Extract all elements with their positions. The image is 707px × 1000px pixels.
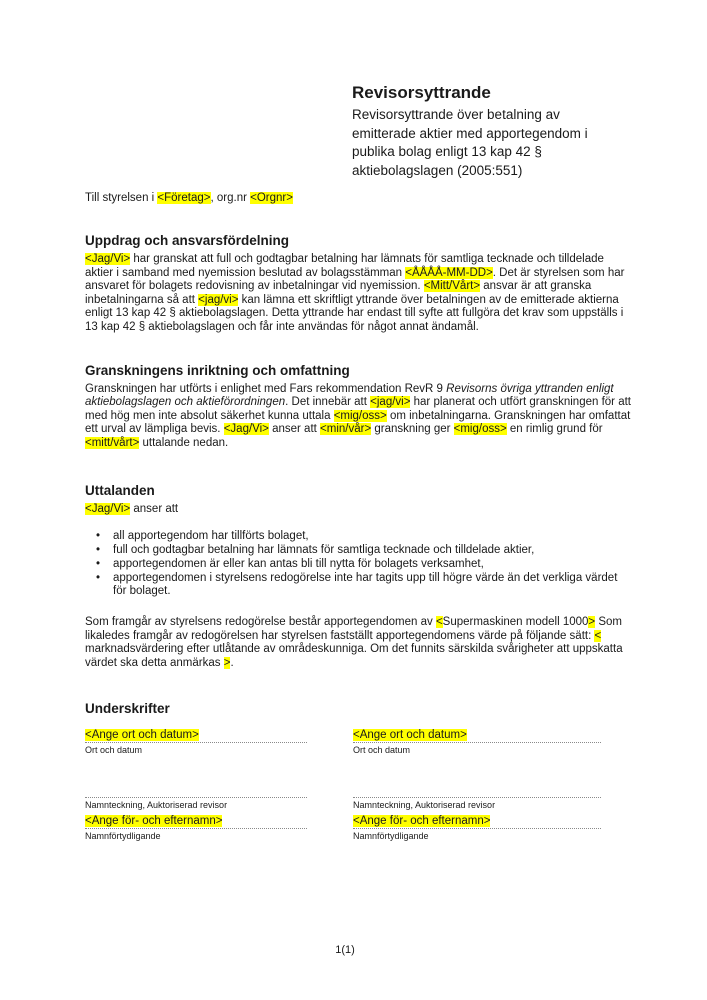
placeholder-field[interactable]: <mig/oss> — [333, 409, 387, 422]
placeholder-field[interactable]: <Företag> — [157, 192, 211, 204]
section-heading-uppdrag: Uppdrag och ansvarsfördelning — [85, 233, 290, 248]
name-field — [85, 814, 307, 841]
bullet-item: • apportegendomen i styrelsens redogörelse inte har tagits upp till högre värde än det verkliga värdet för bolaget. — [113, 572, 631, 600]
date-caption: Ort och datum — [353, 745, 411, 756]
placeholder-field-date[interactable]: <Ange ort och datum> — [353, 729, 467, 742]
bullet-list — [85, 530, 631, 599]
text-run: . — [230, 656, 234, 669]
text-run: om inbetalningarna. Granskningen har omfattat ett urval av lämpliga bevis. — [85, 409, 631, 436]
text-run: Revisorns övriga yttranden enligt aktiebolagslagen och aktieförordningen — [85, 382, 614, 409]
placeholder-field[interactable]: <Jag/Vi> — [85, 502, 131, 515]
name-field — [353, 814, 601, 841]
name-caption: Namnförtydligande — [353, 831, 429, 842]
footer-page-number: 1(1) — [335, 944, 355, 956]
placeholder-field[interactable]: <mitt/vårt> — [85, 436, 140, 449]
paragraph-granskning — [85, 383, 631, 451]
document-subtitle — [352, 106, 614, 180]
placeholder-field-date[interactable]: <Ange ort och datum> — [85, 729, 199, 742]
signature-line — [85, 797, 307, 798]
placeholder-field[interactable]: <Orgnr> — [250, 192, 293, 204]
placeholder-field[interactable]: <jag/vi> — [198, 293, 239, 306]
paragraph-uppdrag — [85, 253, 631, 335]
bullet-item: • full och godtagbar betalning har lämnats för samtliga tecknade och tilldelade aktier, — [113, 544, 631, 558]
document-header — [352, 82, 614, 180]
name-caption: Namnförtydligande — [85, 831, 161, 842]
placeholder-field[interactable]: < — [435, 616, 443, 629]
section-heading-granskning: Granskningens inriktning och omfattning — [85, 362, 350, 378]
text-run: Som likaledes framgår av redogörelsen har styrelsen fastställt apportegendomens värde på följande sätt: — [85, 616, 622, 642]
recipient-line — [85, 191, 631, 205]
document-title: Revisorsyttrande — [352, 83, 491, 102]
signature-column-right — [353, 728, 601, 841]
signature-area — [85, 728, 631, 841]
text-run: har granskat att full och godtagbar betalning har lämnats för samtliga tecknade och tilldelade aktier i samband med nyemission beslutad av bolagsstämman — [85, 253, 604, 279]
bullet-item: • all apportegendom har tillförts bolaget, — [113, 530, 631, 544]
section-heading-uttalanden: Uttalanden — [85, 482, 155, 498]
text-run: marknadsvärdering efter utlåtande av områdeskunniga. Om det funnits särskilda svårigheter att uppskatta värdet ska detta anmärkas — [85, 643, 623, 669]
text-run: anser att — [268, 423, 321, 436]
text-run: anser att — [130, 502, 179, 515]
text-run: Supermaskinen modell 1000 — [442, 616, 589, 629]
text-run: , org.nr — [210, 192, 251, 204]
date-line — [353, 728, 601, 743]
date-caption: Ort och datum — [85, 745, 143, 756]
placeholder-field-name[interactable]: <Ange för- och efternamn> — [353, 815, 491, 828]
document-body — [85, 226, 631, 841]
placeholder-field[interactable]: <Mitt/Vårt> — [423, 280, 481, 293]
placeholder-field[interactable]: <ÅÅÅÅ-MM-DD> — [405, 266, 493, 279]
paragraph-apportegendom — [85, 616, 631, 670]
placeholder-field[interactable]: <min/vår> — [320, 423, 372, 436]
signature-caption: Namnteckning, Auktoriserad revisor — [85, 800, 228, 811]
text-run: har planerat och utfört granskningen för att med hög men inte absolut säkerhet kunna uttala — [85, 396, 631, 422]
subtitle-line: publika bolag enligt 13 kap 42 § — [352, 144, 542, 160]
text-run: kan lämna ett skriftligt yttrande över betalningen av de emitterade aktierna enligt 13 kap 42 § aktiebolagslagen. Detta yttrande har endast till syfte att fullgöra det krav som uppställs i 13 kap 42 § aktiebolagslagen och får inte användas för något annat ändamål. — [85, 293, 624, 333]
placeholder-field-name[interactable]: <Ange för- och efternamn> — [85, 815, 223, 828]
bullet-item: • apportegendomen är eller kan antas bli till nytta för bolagets verksamhet, — [113, 558, 631, 572]
placeholder-field[interactable]: > — [223, 656, 231, 669]
placeholder-field[interactable]: <jag/vi> — [370, 396, 411, 409]
section-heading-underskrifter: Underskrifter — [85, 701, 170, 717]
placeholder-field[interactable]: <mig/oss> — [453, 423, 507, 436]
text-run: . Det innebär att — [285, 396, 371, 409]
text-run: ansvar är att granska inbetalningarna så att — [85, 280, 592, 306]
placeholder-field[interactable]: <Jag/Vi> — [223, 423, 269, 436]
subtitle-line: emitterade aktier med apportegendom i — [352, 125, 588, 141]
name-line — [353, 814, 601, 829]
subtitle-line: Revisorsyttrande över betalning av — [352, 107, 560, 122]
signature-space — [85, 755, 307, 797]
text-run: Till styrelsen i — [85, 192, 158, 204]
placeholder-field[interactable]: > — [588, 616, 596, 629]
text-run: en rimlig grund för — [506, 423, 603, 436]
placeholder-field[interactable]: < — [594, 629, 602, 642]
text-run: . Det är styrelsen som har ansvaret för bolagets redovisning av inbetalningar vid nyemission. — [85, 266, 625, 293]
text-run: Som framgår av styrelsens redogörelse består apportegendomen av — [85, 616, 436, 629]
name-line — [85, 814, 307, 829]
date-line — [85, 728, 307, 743]
signature-column-left — [85, 728, 307, 841]
signature-caption: Namnteckning, Auktoriserad revisor — [353, 800, 496, 811]
paragraph-uttalanden-intro — [85, 503, 631, 517]
signature-space — [353, 755, 601, 797]
text-run: uttalande nedan. — [139, 436, 229, 449]
signature-line — [353, 797, 601, 798]
text-run: granskning ger — [371, 423, 454, 436]
text-run: Granskningen har utförts i enlighet med Fars rekommendation RevR 9 — [85, 382, 447, 395]
placeholder-field[interactable]: <Jag/Vi> — [85, 253, 131, 265]
subtitle-line: aktiebolagslagen (2005:551) — [352, 162, 523, 178]
